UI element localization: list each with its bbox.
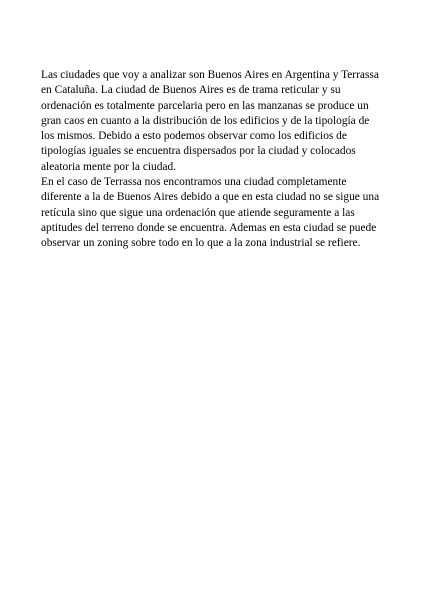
paragraph-line: en Cataluña. La ciudad de Buenos Aires es de trama reticular y su [41,84,341,97]
paragraph-line: diferente a la de Buenos Aires debido a que en esta ciudad no se sigue una [41,191,380,204]
paragraph-line: ordenación es totalmente parcelaria pero en las manzanas se produce un [41,99,369,112]
paragraph-line: aptitudes del terreno donde se encuentra. Ademas en esta ciudad se puede [41,221,377,234]
paragraph-line: retícula sino que sigue una ordenación que atiende seguramente a las [41,206,355,219]
paragraph-line: observar un zoning sobre todo en lo que a la zona industrial se refiere. [41,237,361,250]
paragraph-line: En el caso de Terrassa nos encontramos una ciudad completamente [41,176,347,188]
paragraph-line: gran caos en cuanto a la distribución de los edificios y de la tipología de [41,114,370,127]
paragraph-terrassa [41,175,386,251]
paragraph-line: aleatoria mente por la ciudad. [41,160,177,173]
paragraph-line: tipologías iguales se encuentra dispersados por la ciudad y colocados [41,145,356,158]
paragraph-line: los mismos. Debido a esto podemos observar como los edificios de [41,130,347,143]
paragraph-line: Las ciudades que voy a analizar son Buenos Aires en Argentina y Terrassa [41,69,379,81]
paragraph-buenos-aires-terrassa-intro [41,68,386,175]
